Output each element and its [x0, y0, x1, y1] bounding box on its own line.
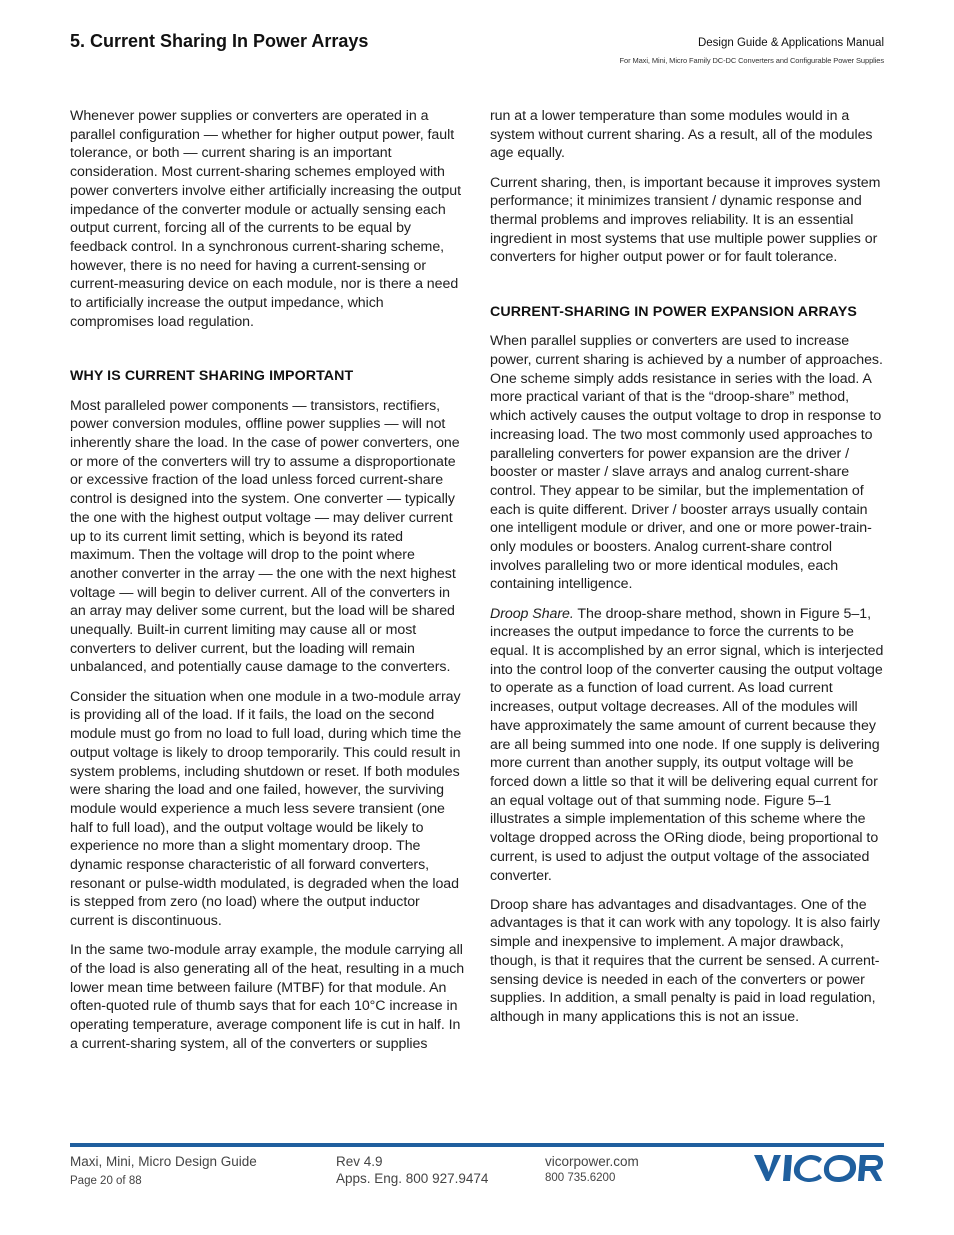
section-heading-why-sharing: WHY IS CURRENT SHARING IMPORTANT	[70, 368, 354, 385]
body-paragraph: Current sharing, then, is important because it improves system performance; it minimizes transient / dynamic response and thermal problems and improves reliability. It is an essential ingredient in most systems that use multiple power supplies or converters for higher output power or for fault tolerance.	[490, 174, 881, 266]
page-header	[0, 0, 954, 80]
body-paragraph: Consider the situation when one module in a two-module array is providing all of the load. If it fails, the load on the second module must go from no load to full load, during which time the output voltage is likely to droop temporarily. This could result in system problems, including shutdown or reset. If both modules were sharing the load and one failed, however, the surviving module would experience a much less severe transient (one half to full load), and the output voltage would be likely to experience no more than a slight momentary droop. The dynamic response characteristic of all forward converters, resonant or pulse-width modulated, is degraded when the load is stepped from zero (no load) where the output inductor current is discontinuous.	[70, 688, 462, 930]
footer-main-phone: 800 735.6200	[545, 1172, 616, 1184]
footer-page-number: Page 20 of 88	[70, 1175, 142, 1187]
vicor-logo	[752, 1151, 886, 1185]
footer-guide-name: Maxi, Mini, Micro Design Guide	[70, 1154, 257, 1169]
manual-title: Design Guide & Applications Manual	[697, 37, 884, 49]
body-paragraph: When parallel supplies or converters are used to increase power, current sharing is achieved by a number of approaches. One scheme simply adds resistance in series with the load. A more practical variant of that is the “droop-share” method, which actively causes the output voltage to drop in response to increasing load. The two most commonly used approaches to paralleling converters for power expansion are the driver / booster or master / slave arrays and analog current-share control. They appear to be similar, but the implementation of each is quite different. Driver / booster arrays usually contain one intelligent module or driver, and one or more power-train-only modules or boosters. Analog current-share control involves paralleling two or more identical modules, each containing intelligence.	[490, 333, 883, 593]
footer-apps-phone: Apps. Eng. 800 927.9474	[336, 1171, 489, 1186]
body-paragraph: In the same two-module array example, the module carrying all of the load is also generating all of the heat, resulting in a much lower mean time between failure (MTBF) for that module. An often-quoted rule of thumb says that for each 10°C increase in operating temperature, average component life is cut in half. In a current-sharing system, all of the converters or supplies	[70, 942, 465, 1052]
right-column	[490, 107, 886, 1037]
footer-website[interactable]: vicorpower.com	[545, 1154, 639, 1169]
left-column	[70, 107, 466, 1064]
run-in-title: Droop Share.	[490, 605, 574, 622]
footer-rule	[70, 1143, 884, 1147]
section-heading-power-expansion: CURRENT-SHARING IN POWER EXPANSION ARRAYS	[490, 304, 857, 321]
body-paragraph: Most paralleled power components — transistors, rectifiers, power conversion modules, offline power supplies — will not inherently share the load. In the case of power converters, one or more of the converters will try to assume a disproportionate or excessive fraction of the load unless forced current-share control is designed into the system. One converter — typically the one with the highest output voltage — may deliver current up to its current limit setting, which is beyond its rated maximum. Then the voltage will drop to the point where another converter in the array — the one with the next highest voltage — will begin to deliver current. All of the converters in an array may deliver some current, but the load will be shared unequally. Built-in current limiting may cause all or most converters to deliver current, but the loading will remain unbalanced, and potentially cause damage to the converters.	[70, 397, 460, 676]
manual-subtitle: For Maxi, Mini, Micro Family DC-DC Converters and Configurable Power Supplies	[619, 56, 884, 65]
intro-paragraph: Whenever power supplies or converters are operated in a parallel configuration — whether for higher output power, fault tolerance, or both — current sharing is an important consideration. Most current-sharing schemes employed with power converters involve either artificially increasing the output impedance of the converter module or actually sensing each output current, forcing all of the currents to be equal by feedback control. In a synchronous current-sharing scheme, however, there is no need for having a current-sensing or current-measuring device on each module, nor is there a need to artificially increase the output impedance, which compromises load regulation.	[70, 108, 461, 330]
footer-revision: Rev 4.9	[336, 1154, 383, 1169]
chapter-title: 5. Current Sharing In Power Arrays	[70, 31, 369, 51]
droop-share-text: The droop-share method, shown in Figure 5–1, increases the output impedance to force the currents to be equal. It is accomplished by an error signal, which is interjected into the control loop of the converter causing the output voltage to operate as a function of load current. As load current increases, output voltage decreases. All of the modules will have approximately the same amount of current because they are all being summed into one node. If one supply is delivering more current than another supply, its output voltage will be forced down a little so that it will be delivering equal current for an equal voltage out of that summing node. Figure 5–1 illustrates a simple implementation of this scheme where the voltage dropped across the ORing diode, being proportional to current, is used to adjust the output voltage of the associated converter.	[490, 605, 884, 884]
body-paragraph: Droop share has advantages and disadvantages. One of the advantages is that it can work with any topology. It is also fairly simple and inexpensive to implement. A major drawback, though, is that it requires that the current be sensed. A current-sensing device is needed in each of the converters or power supplies. In addition, a small penalty is paid in load regulation, although in many applications this is not an issue.	[490, 896, 880, 1025]
body-paragraph: run at a lower temperature than some modules would in a system without current sharing. As a result, all of the modules age equally.	[490, 108, 873, 162]
droop-share-paragraph	[490, 605, 886, 886]
